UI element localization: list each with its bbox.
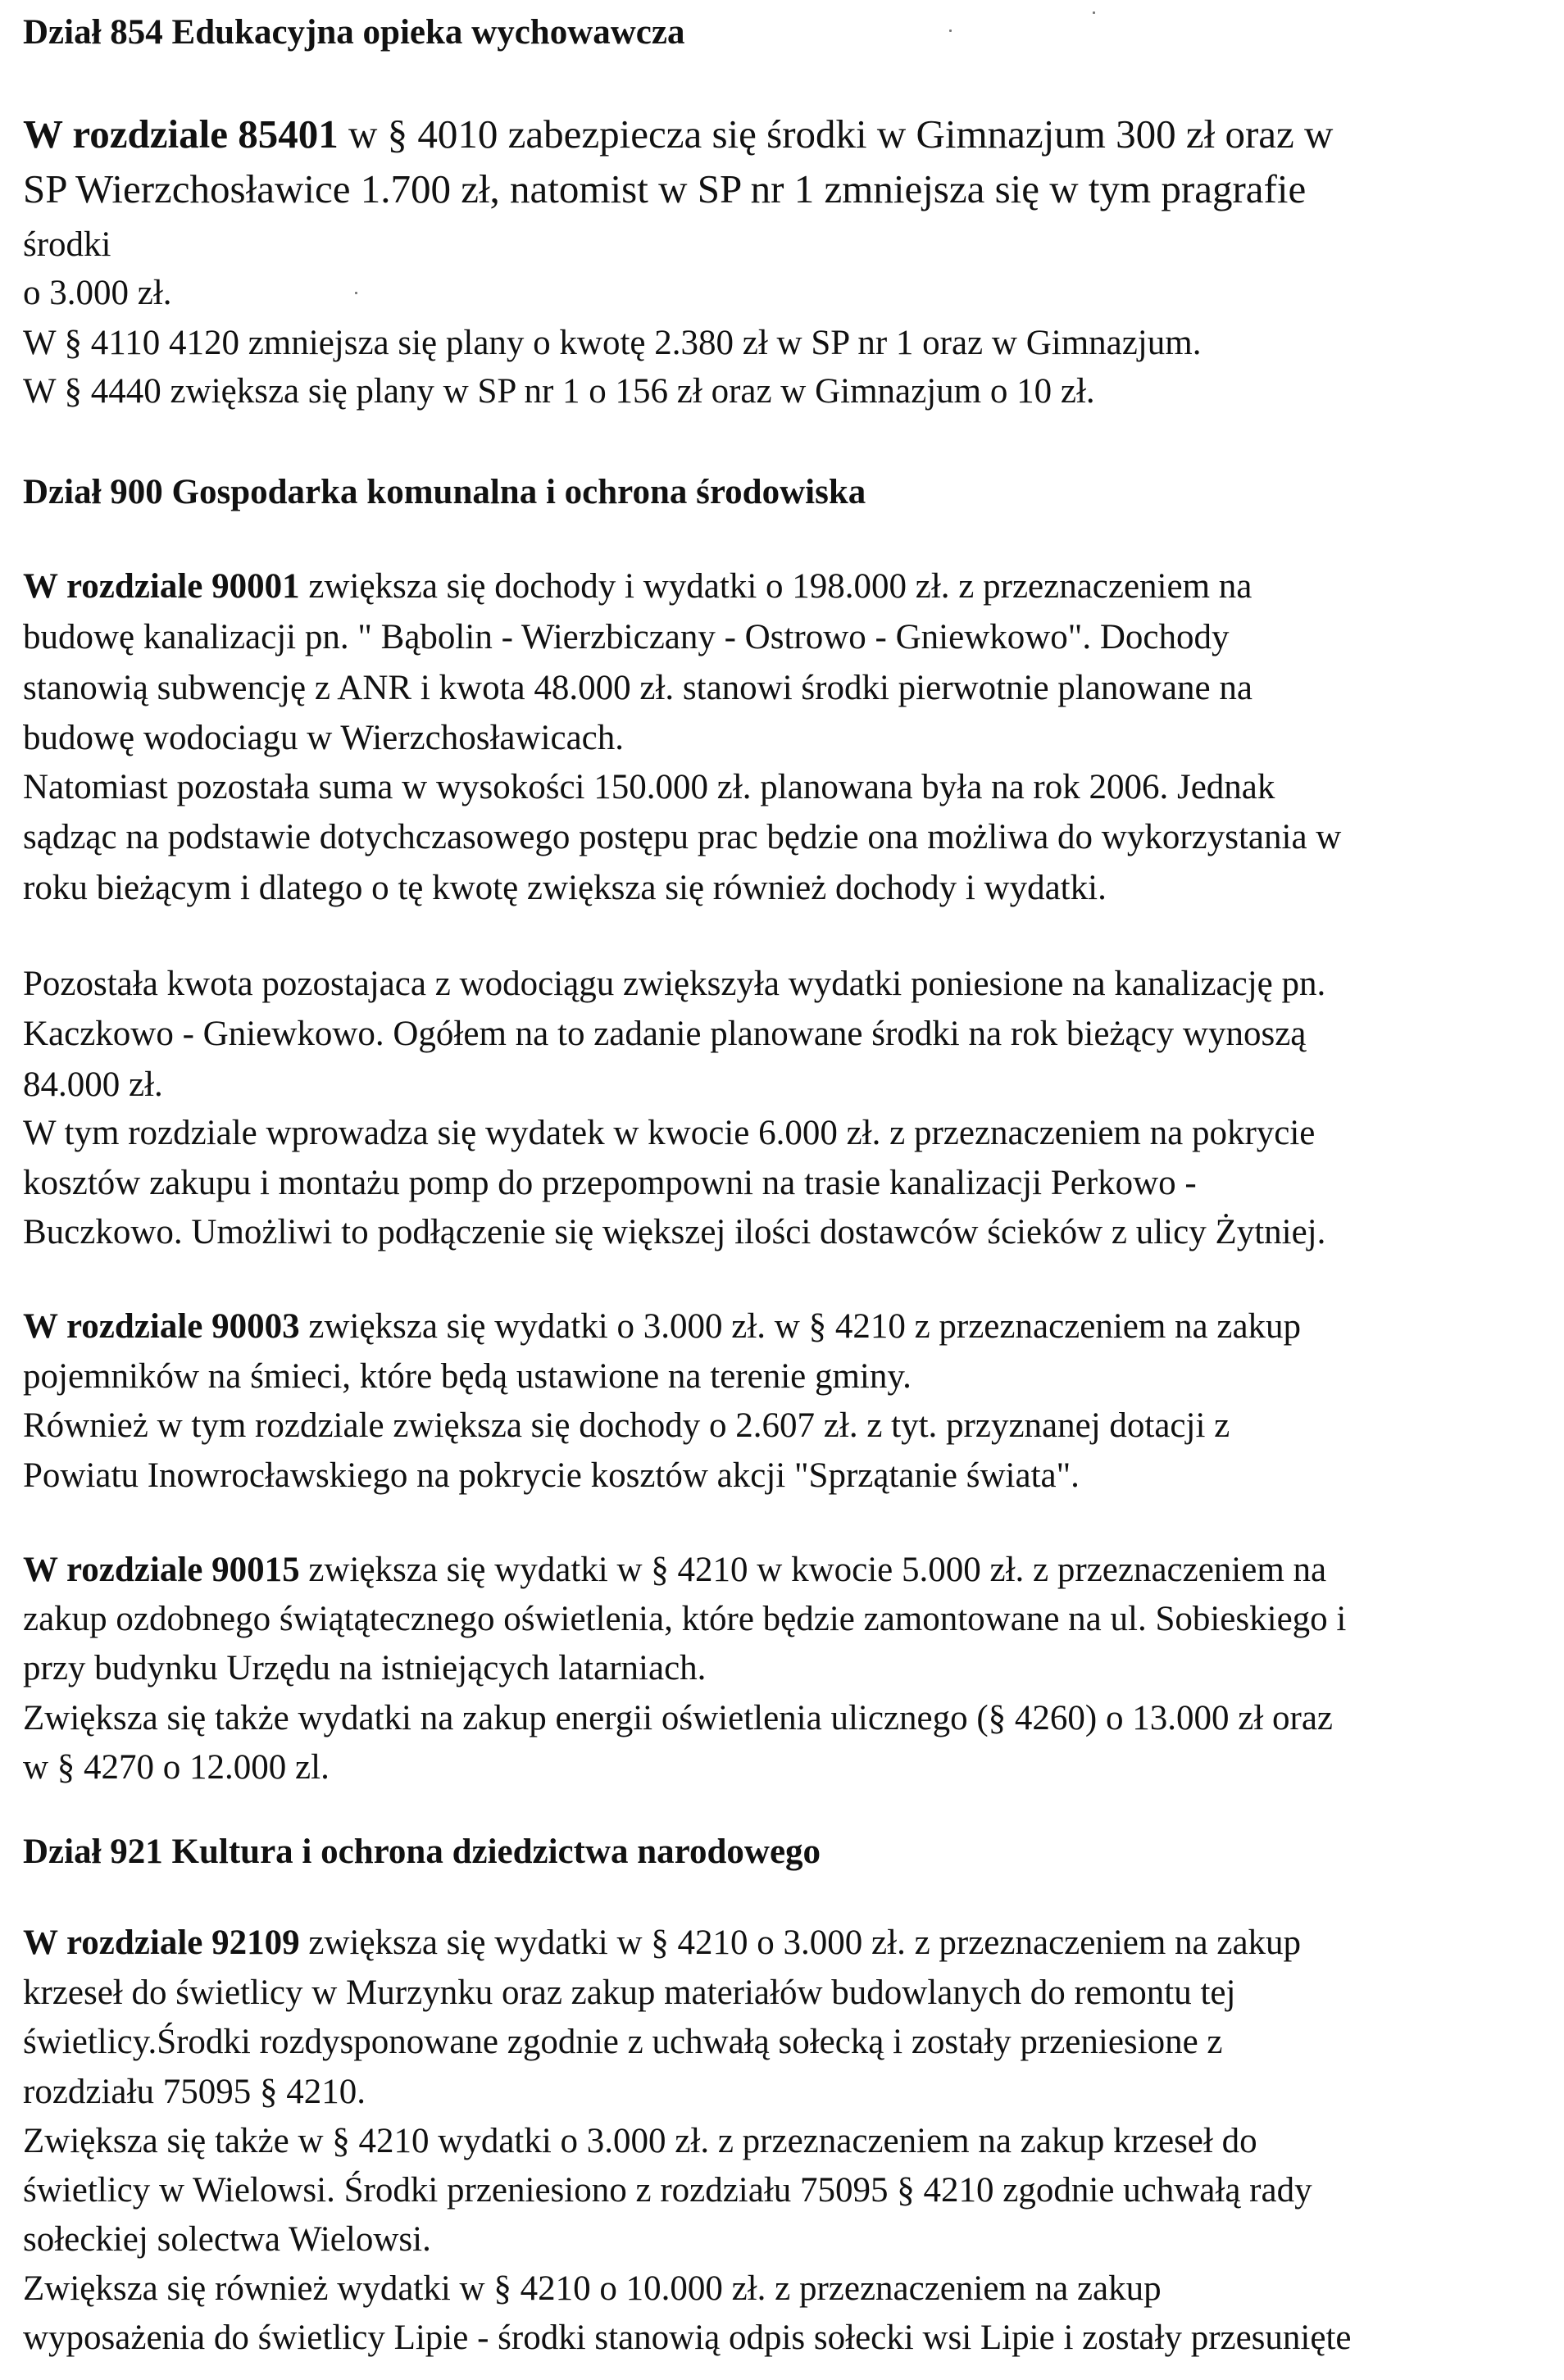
para-90015-line-5: w § 4270 o 12.000 zl.: [23, 1748, 330, 1787]
para-92109-line-2: krzeseł do świetlicy w Murzynku oraz zakup materiałów budowlanych do remontu tej: [23, 1973, 1236, 2012]
section-heading-854: Dział 854 Edukacyjna opieka wychowawcza: [23, 13, 685, 52]
para-90001-line-4: budowę wodociagu w Wierzchosławicach.: [23, 719, 624, 757]
para-90015-line-4: Zwiększa się także wydatki na zakup energii oświetlenia ulicznego (§ 4260) o 13.000 zł oraz: [23, 1699, 1334, 1737]
para-92109-line-5: Zwiększa się także w § 4210 wydatki o 3.000 zł. z przeznaczeniem na zakup krzeseł do: [23, 2122, 1257, 2160]
para-90001-line-3: stanowią subwencję z ANR i kwota 48.000 zł. stanowi środki pierwotnie planowane na: [23, 669, 1253, 707]
chapter-label-85401: W rozdziale 85401: [23, 111, 339, 157]
para-90001-line-2: budowę kanalizacji pn. " Bąbolin - Wierzbiczany - Ostrowo - Gniewkowo". Dochody: [23, 618, 1230, 656]
para-90001-line-13: Buczkowo. Umożliwi to podłączenie się większej ilości dostawców ścieków z ulicy Żytniej.: [23, 1213, 1326, 1251]
chapter-label-90001: W rozdziale 90001: [23, 567, 300, 606]
para-85401-line-2: SP Wierzchosławice 1.700 zł, natomist w SP nr 1 zmniejsza się w tym pragrafie: [23, 166, 1307, 211]
para-92109-line-4: rozdziału 75095 § 4210.: [23, 2073, 366, 2111]
para-85401-line-1: W rozdziale 85401 w § 4010 zabezpiecza się środki w Gimnazjum 300 zł oraz w: [23, 111, 1334, 157]
para-90015-line-3: przy budynku Urzędu na istniejących latarniach.: [23, 1649, 707, 1687]
scan-speck: [949, 30, 952, 32]
para-92109-line-9: wyposażenia do świetlicy Lipie - środki stanowią odpis sołecki wsi Lipie i zostały przesunięte: [23, 2319, 1352, 2357]
chapter-label-90003: W rozdziale 90003: [23, 1307, 300, 1346]
para-90001-line-11: W tym rozdziale wprowadza się wydatek w kwocie 6.000 zł. z przeznaczeniem na pokrycie: [23, 1114, 1316, 1152]
para-90001-line-12: kosztów zakupu i montażu pomp do przepompowni na trasie kanalizacji Perkowo -: [23, 1164, 1197, 1202]
para-90001-line-10: 84.000 zł.: [23, 1065, 163, 1104]
para-90001-line-8: Pozostała kwota pozostajaca z wodociągu zwiększyła wydatki poniesione na kanalizację pn.: [23, 965, 1326, 1003]
chapter-label-92109: W rozdziale 92109: [23, 1924, 300, 1962]
section-heading-921: Dział 921 Kultura i ochrona dziedzictwa narodowego: [23, 1833, 821, 1871]
para-90015-line-1: W rozdziale 90015 zwiększa się wydatki w § 4210 w kwocie 5.000 zł. z przeznaczeniem na: [23, 1551, 1327, 1589]
para-90003-line-4: Powiatu Inowrocławskiego na pokrycie kosztów akcji "Sprzątanie świata".: [23, 1456, 1080, 1495]
scan-speck: [1093, 11, 1095, 14]
para-92109-line-3: świetlicy.Środki rozdysponowane zgodnie z uchwałą sołecką i zostały przeniesione z: [23, 2023, 1223, 2061]
para-92109-line-7: sołeckiej solectwa Wielowsi.: [23, 2220, 431, 2259]
para-90001-line-1: W rozdziale 90001 zwiększa się dochody i wydatki o 198.000 zł. z przeznaczeniem na: [23, 567, 1253, 606]
section-heading-900: Dział 900 Gospodarka komunalna i ochrona środowiska: [23, 473, 866, 511]
para-85401-line-5: W § 4110 4120 zmniejsza się plany o kwotę 2.380 zł w SP nr 1 oraz w Gimnazjum.: [23, 324, 1202, 362]
para-90001-line-9: Kaczkowo - Gniewkowo. Ogółem na to zadanie planowane środki na rok bieżący wynoszą: [23, 1015, 1307, 1053]
para-85401-line-3: środki: [23, 225, 111, 264]
scan-speck: [355, 292, 357, 294]
chapter-label-90015: W rozdziale 90015: [23, 1551, 300, 1589]
para-92109-line-8: Zwiększa się również wydatki w § 4210 o 10.000 zł. z przeznaczeniem na zakup: [23, 2269, 1162, 2308]
para-90003-line-3: Również w tym rozdziale zwiększa się dochody o 2.607 zł. z tyt. przyznanej dotacji z: [23, 1406, 1230, 1445]
para-90001-line-6: sądząc na podstawie dotychczasowego postępu prac będzie ona możliwa do wykorzystania w: [23, 818, 1342, 856]
para-90001-line-5: Natomiast pozostała suma w wysokości 150.000 zł. planowana była na rok 2006. Jednak: [23, 768, 1275, 806]
para-90001-line-7: roku bieżącym i dlatego o tę kwotę zwiększa się również dochody i wydatki.: [23, 869, 1107, 907]
para-85401-line-6: W § 4440 zwiększa się plany w SP nr 1 o 156 zł oraz w Gimnazjum o 10 zł.: [23, 372, 1095, 411]
document-page: [23, 0, 1548, 2380]
para-92109-line-6: świetlicy w Wielowsi. Środki przeniesiono z rozdziału 75095 § 4210 zgodnie uchwałą rady: [23, 2171, 1312, 2210]
para-90003-line-1: W rozdziale 90003 zwiększa się wydatki o 3.000 zł. w § 4210 z przeznaczeniem na zakup: [23, 1307, 1302, 1346]
para-90015-line-2: zakup ozdobnego świątątecznego oświetlenia, które będzie zamontowane na ul. Sobieskiego i: [23, 1600, 1347, 1638]
para-92109-line-1: W rozdziale 92109 zwiększa się wydatki w § 4210 o 3.000 zł. z przeznaczeniem na zakup: [23, 1924, 1302, 1962]
para-85401-line-4: o 3.000 zł.: [23, 274, 172, 312]
para-90003-line-2: pojemników na śmieci, które będą ustawione na terenie gminy.: [23, 1357, 912, 1396]
